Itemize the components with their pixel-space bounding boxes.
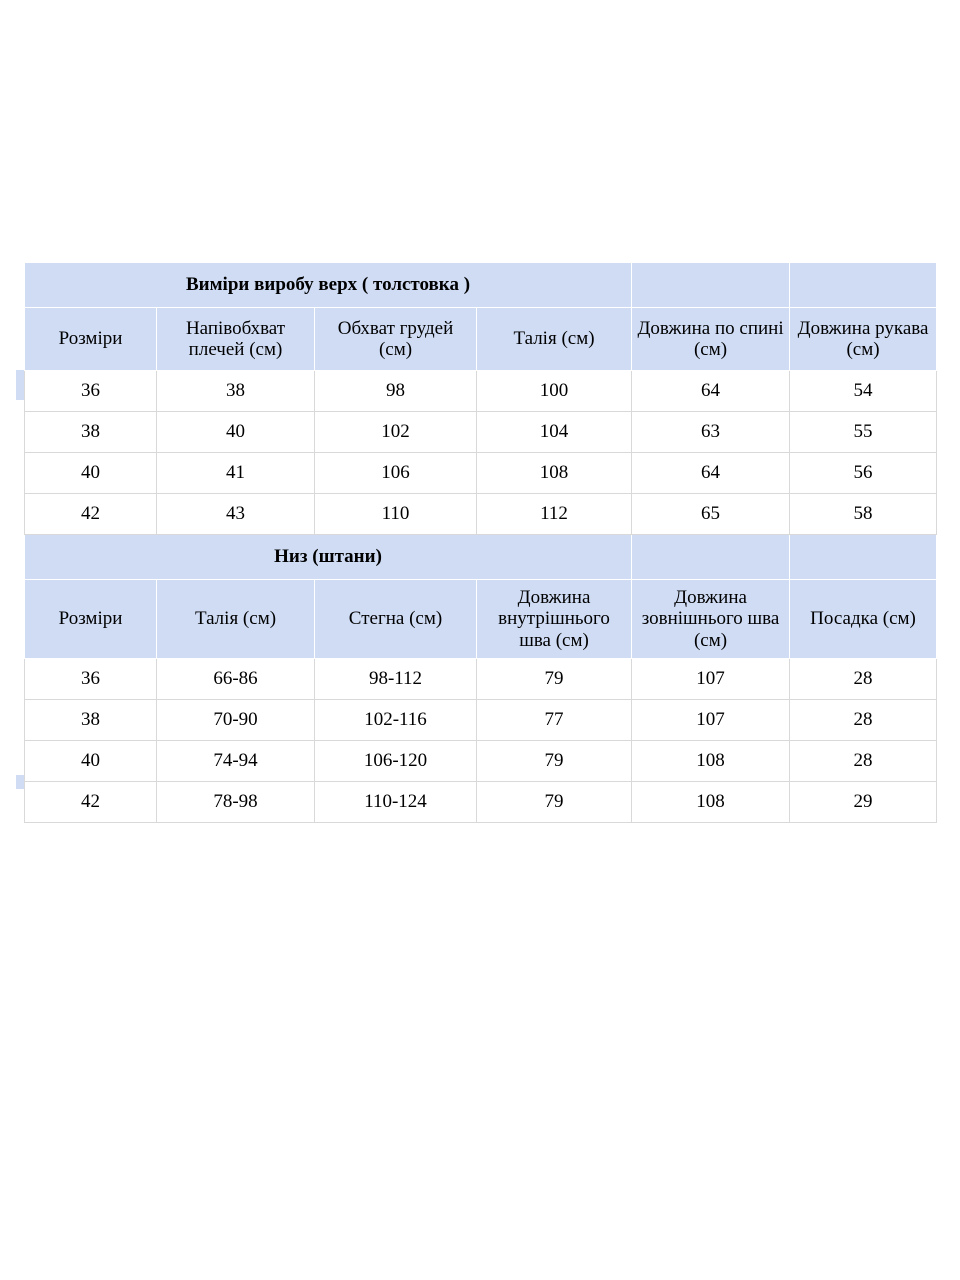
top-title-filler-1 xyxy=(632,263,790,308)
top-header-cell-4: Довжина по спині (см) xyxy=(632,308,790,371)
cell-size: 40 xyxy=(25,741,157,782)
cell-hips: 102-116 xyxy=(315,700,477,741)
bottom-header-cell-5: Посадка (см) xyxy=(790,580,937,659)
top-title-filler-2 xyxy=(790,263,937,308)
top-title-row xyxy=(25,263,937,308)
cell-waist: 74-94 xyxy=(157,741,315,782)
cell-shoulder: 40 xyxy=(157,412,315,453)
cell-hips: 110-124 xyxy=(315,782,477,823)
cell-sleeve-length: 56 xyxy=(790,453,937,494)
top-section-title: Виміри виробу верх ( толстовка ) xyxy=(25,263,632,308)
cell-chest: 102 xyxy=(315,412,477,453)
cell-back-length: 63 xyxy=(632,412,790,453)
cell-size: 36 xyxy=(25,371,157,412)
bottom-header-cell-3: Довжина внутрішнього шва (см) xyxy=(477,580,632,659)
table-row xyxy=(25,453,937,494)
cell-inseam: 79 xyxy=(477,782,632,823)
cell-back-length: 64 xyxy=(632,371,790,412)
cell-rise: 28 xyxy=(790,659,937,700)
cell-size: 38 xyxy=(25,700,157,741)
cell-sleeve-length: 55 xyxy=(790,412,937,453)
top-header-cell-3: Талія (см) xyxy=(477,308,632,371)
cell-chest: 98 xyxy=(315,371,477,412)
bottom-title-filler-2 xyxy=(790,535,937,580)
cell-inseam: 79 xyxy=(477,659,632,700)
bottom-section-title: Низ (штани) xyxy=(25,535,632,580)
top-measurements-table xyxy=(24,262,937,823)
cell-waist: 108 xyxy=(477,453,632,494)
bottom-header-cell-1: Талія (см) xyxy=(157,580,315,659)
cell-back-length: 64 xyxy=(632,453,790,494)
bottom-title-filler-1 xyxy=(632,535,790,580)
table-row xyxy=(25,371,937,412)
table-row xyxy=(25,494,937,535)
table-row xyxy=(25,700,937,741)
cell-rise: 28 xyxy=(790,700,937,741)
cell-hips: 98-112 xyxy=(315,659,477,700)
cell-inseam: 77 xyxy=(477,700,632,741)
bottom-header-cell-0: Розміри xyxy=(25,580,157,659)
cell-hips: 106-120 xyxy=(315,741,477,782)
cell-size: 36 xyxy=(25,659,157,700)
left-edge-tick-top xyxy=(16,370,24,400)
bottom-header-row xyxy=(25,580,937,659)
cell-chest: 106 xyxy=(315,453,477,494)
cell-outseam: 107 xyxy=(632,659,790,700)
top-header-cell-5: Довжина рукава (см) xyxy=(790,308,937,371)
table-row xyxy=(25,659,937,700)
cell-chest: 110 xyxy=(315,494,477,535)
left-edge-tick-bottom xyxy=(16,775,24,789)
table-row xyxy=(25,412,937,453)
size-chart-sheet xyxy=(24,262,936,823)
bottom-header-cell-4: Довжина зовнішнього шва (см) xyxy=(632,580,790,659)
top-header-cell-0: Розміри xyxy=(25,308,157,371)
cell-sleeve-length: 58 xyxy=(790,494,937,535)
cell-shoulder: 43 xyxy=(157,494,315,535)
cell-size: 40 xyxy=(25,453,157,494)
cell-outseam: 108 xyxy=(632,741,790,782)
top-header-cell-2: Обхват грудей (см) xyxy=(315,308,477,371)
cell-inseam: 79 xyxy=(477,741,632,782)
cell-waist: 70-90 xyxy=(157,700,315,741)
cell-waist: 78-98 xyxy=(157,782,315,823)
cell-waist: 104 xyxy=(477,412,632,453)
cell-size: 38 xyxy=(25,412,157,453)
cell-waist: 66-86 xyxy=(157,659,315,700)
table-row xyxy=(25,741,937,782)
cell-shoulder: 38 xyxy=(157,371,315,412)
cell-rise: 29 xyxy=(790,782,937,823)
bottom-title-row xyxy=(25,535,937,580)
cell-size: 42 xyxy=(25,782,157,823)
cell-rise: 28 xyxy=(790,741,937,782)
cell-shoulder: 41 xyxy=(157,453,315,494)
top-header-cell-1: Напівобхват плечей (см) xyxy=(157,308,315,371)
cell-outseam: 107 xyxy=(632,700,790,741)
cell-outseam: 108 xyxy=(632,782,790,823)
top-header-row xyxy=(25,308,937,371)
cell-back-length: 65 xyxy=(632,494,790,535)
table-row xyxy=(25,782,937,823)
cell-waist: 100 xyxy=(477,371,632,412)
cell-sleeve-length: 54 xyxy=(790,371,937,412)
cell-size: 42 xyxy=(25,494,157,535)
bottom-header-cell-2: Стегна (см) xyxy=(315,580,477,659)
cell-waist: 112 xyxy=(477,494,632,535)
